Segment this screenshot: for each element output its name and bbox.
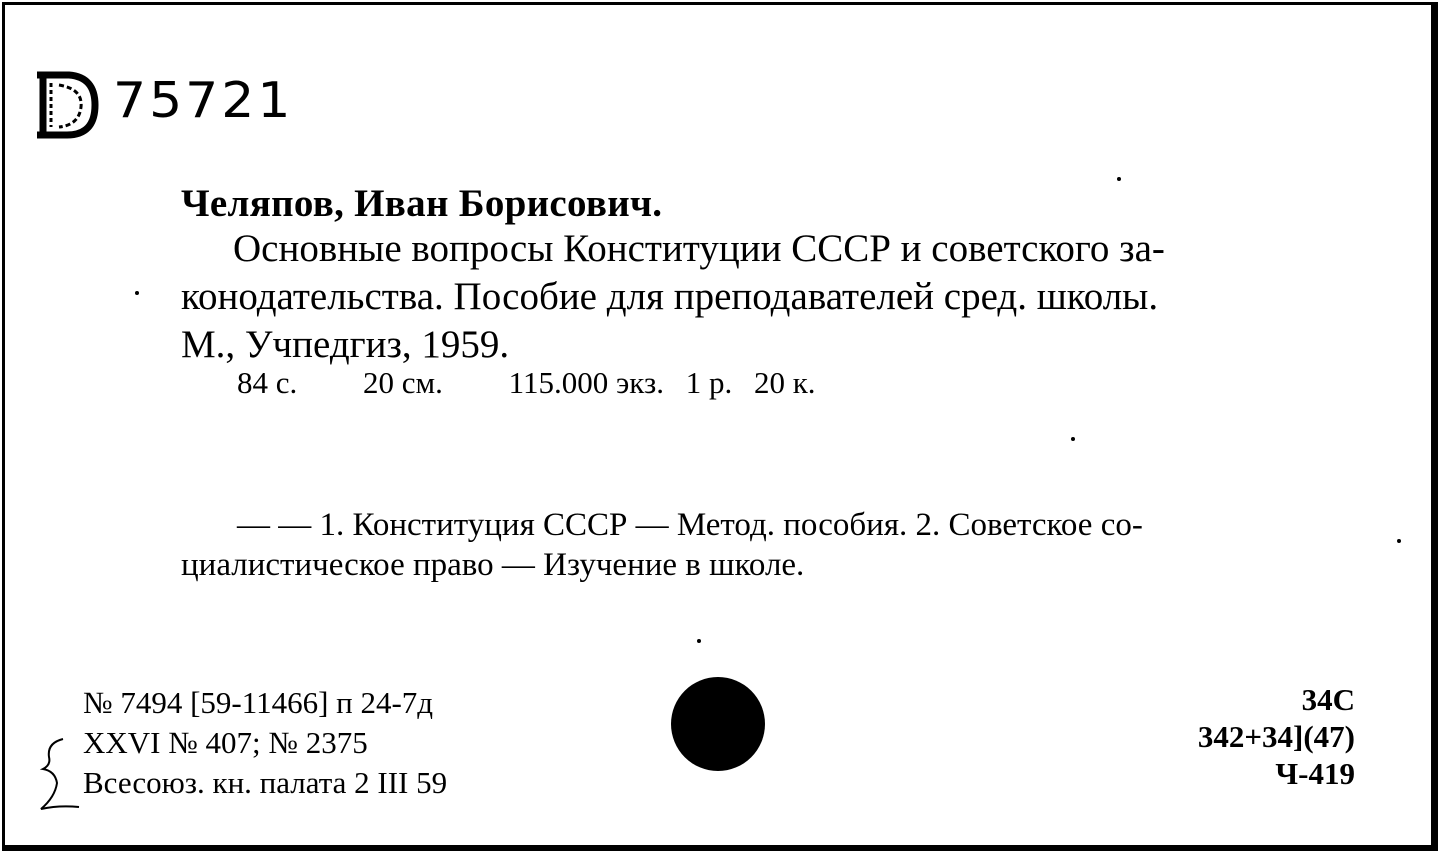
speck xyxy=(1397,539,1401,543)
classification-code: 34С xyxy=(1301,682,1355,717)
speck xyxy=(1071,437,1075,441)
classification-code: 342+34](47) xyxy=(1197,719,1355,754)
title-line: Основные вопросы Конституции СССР и советского за- xyxy=(233,227,1165,270)
registration-line: Всесоюз. кн. палата 2 III 59 xyxy=(83,765,448,800)
accession-number: 75721 xyxy=(113,72,294,130)
registration-line: XXVI № 407; № 2375 xyxy=(83,725,368,760)
author-heading: Челяпов, Иван Борисович. xyxy=(181,182,663,225)
speck xyxy=(1117,177,1121,181)
handwritten-mark-icon xyxy=(33,735,83,820)
imprint-line: М., Учпедгиз, 1959. xyxy=(181,323,510,366)
subject-headings xyxy=(181,505,1143,585)
punch-hole xyxy=(671,677,765,771)
subject-line: — — 1. Конституция СССР — Метод. пособия. 2. Советское со- xyxy=(237,507,1143,543)
pages: 84 с. xyxy=(237,365,298,400)
speck xyxy=(697,639,701,643)
price-kop: 20 к. xyxy=(753,365,816,400)
collation-line xyxy=(237,365,830,401)
registration-line: № 7494 [59-11466] п 24-7д xyxy=(83,685,434,720)
call-number: Ч-419 xyxy=(1275,756,1355,791)
size: 20 см. xyxy=(363,365,443,400)
price-rub: 1 р. xyxy=(685,365,733,400)
subject-line: циалистическое право — Изучение в школе. xyxy=(181,547,805,583)
stamp-d-icon xyxy=(33,67,99,147)
catalog-card xyxy=(2,2,1438,851)
registration-info xyxy=(83,683,447,803)
title-block xyxy=(181,225,1381,369)
title-line: конодательства. Пособие для преподавателей сред. школы. xyxy=(181,275,1159,318)
speck xyxy=(135,291,139,295)
classification-info xyxy=(1198,681,1355,792)
copies: 115.000 экз. xyxy=(508,365,664,400)
